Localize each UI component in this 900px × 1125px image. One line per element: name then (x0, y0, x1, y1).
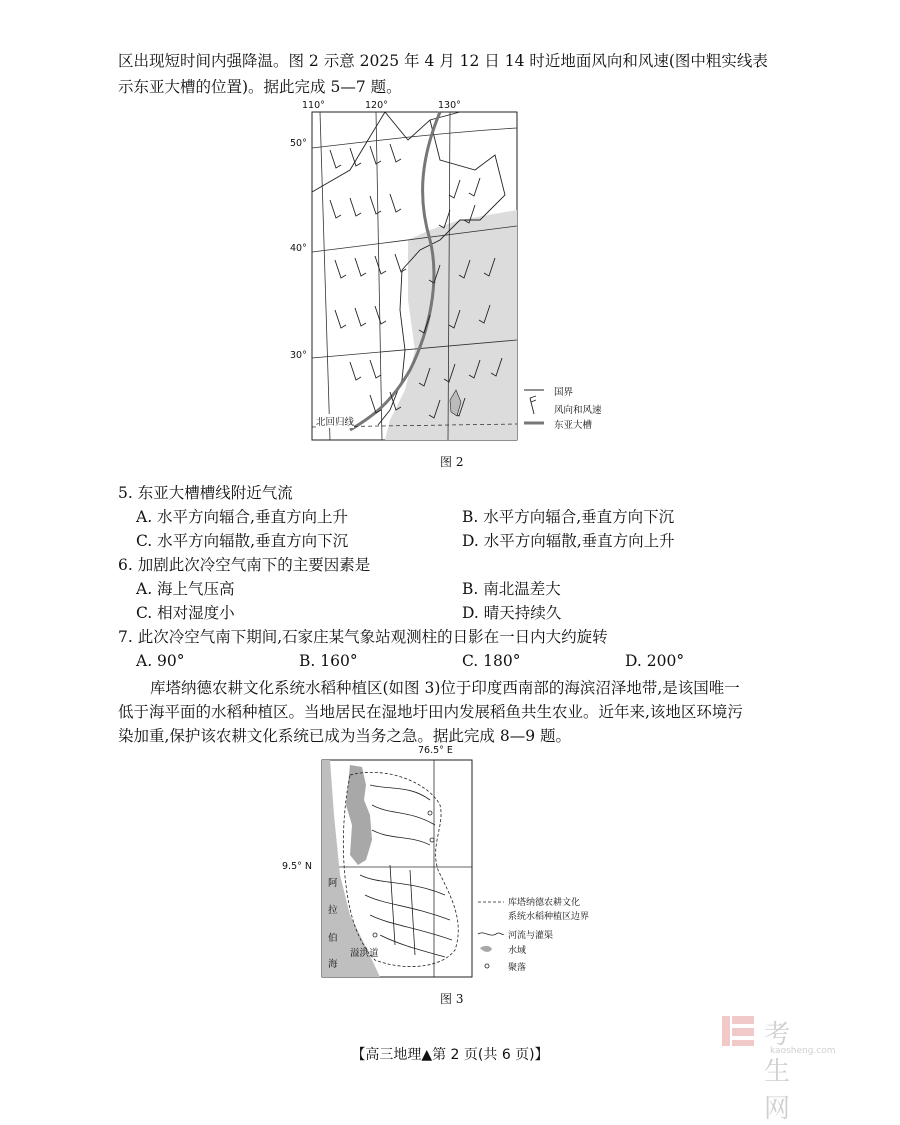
intro-line-1: 区出现短时间内强降温。图 2 示意 2025 年 4 月 12 日 14 时近地面风向和风速(图中粗实线表 (118, 52, 768, 70)
q7-option-c: C. 180° (462, 652, 521, 670)
legend-settlement-label: 聚落 (508, 963, 527, 973)
kuttanad-map-svg (280, 745, 620, 985)
legend-boundary-label-1: 库塔纳德农耕文化 (508, 898, 581, 908)
q6-option-c: C. 相对湿度小 (136, 604, 235, 622)
q5-option-a: A. 水平方向辐合,垂直方向上升 (136, 508, 348, 526)
spillway-label: 溢洪道 (350, 948, 379, 959)
legend-water-label: 水域 (508, 946, 527, 956)
q6-stem: 6. 加剧此次冷空气南下的主要因素是 (118, 556, 371, 574)
q7-option-b: B. 160° (299, 652, 358, 670)
legend-boundary-label-2: 系统水稻种植区边界 (508, 912, 590, 922)
q7-option-d: D. 200° (625, 652, 685, 670)
lat-label-30: 30° (290, 350, 307, 361)
sea-label-char-3: 伯 (328, 933, 338, 944)
q5-option-b: B. 水平方向辐合,垂直方向下沉 (462, 508, 675, 526)
watermark-brand: 考生网 (764, 1020, 791, 1124)
q6-option-b: B. 南北温差大 (462, 580, 561, 598)
lon-label-130: 130° (438, 100, 461, 111)
legend-trough-label: 东亚大槽 (554, 420, 593, 431)
q6-option-d: D. 晴天持续久 (462, 604, 562, 622)
q5-option-d: D. 水平方向辐散,垂直方向上升 (462, 532, 675, 550)
figure-2-map (290, 100, 610, 445)
figure-2-caption: 图 2 (440, 455, 464, 469)
lat-label-50: 50° (290, 138, 307, 149)
q5-option-c: C. 水平方向辐散,垂直方向下沉 (136, 532, 349, 550)
lat-label-9-5: 9.5° N (282, 861, 312, 872)
sea-label-char-2: 拉 (328, 905, 338, 916)
page-footer: 【高三地理▲第 2 页(共 6 页)】 (351, 1047, 549, 1063)
sea-label-char-4: 海 (328, 959, 338, 970)
kaosheng-logo-icon (720, 1012, 760, 1052)
legend-wind-label: 风向和风速 (554, 405, 602, 416)
figure-3-caption: 图 3 (440, 992, 464, 1006)
passage-line-3: 染加重,保护该农耕文化系统已成为当务之急。据此完成 8—9 题。 (118, 727, 572, 745)
lon-label-76-5: 76.5° E (418, 745, 453, 756)
figure-3-map (280, 745, 620, 985)
q7-option-a: A. 90° (136, 652, 185, 670)
passage-line-1: 库塔纳德农耕文化系统水稻种植区(如图 3)位于印度西南部的海滨沼泽地带,是该国唯一 (150, 679, 740, 697)
intro-line-2: 示东亚大槽的位置)。据此完成 5—7 题。 (118, 78, 402, 96)
q7-stem: 7. 此次冷空气南下期间,石家庄某气象站观测柱的日影在一日内大约旋转 (118, 628, 608, 646)
q6-option-a: A. 海上气压高 (136, 580, 235, 598)
tropic-label: 北回归线 (316, 414, 354, 428)
q5-stem: 5. 东亚大槽槽线附近气流 (118, 484, 293, 502)
passage-line-2: 低于海平面的水稻种植区。当地居民在湿地圩田内发展稻鱼共生农业。近年来,该地区环境污 (118, 703, 743, 721)
legend-rivers-label: 河流与灌渠 (508, 931, 554, 941)
lon-label-120: 120° (365, 100, 388, 111)
legend-border-label: 国界 (554, 387, 574, 398)
lat-label-40: 40° (290, 243, 307, 254)
lon-label-110: 110° (302, 100, 325, 111)
sea-label-char-1: 阿 (328, 878, 338, 889)
watermark-url: kaosheng.com (770, 1046, 836, 1056)
